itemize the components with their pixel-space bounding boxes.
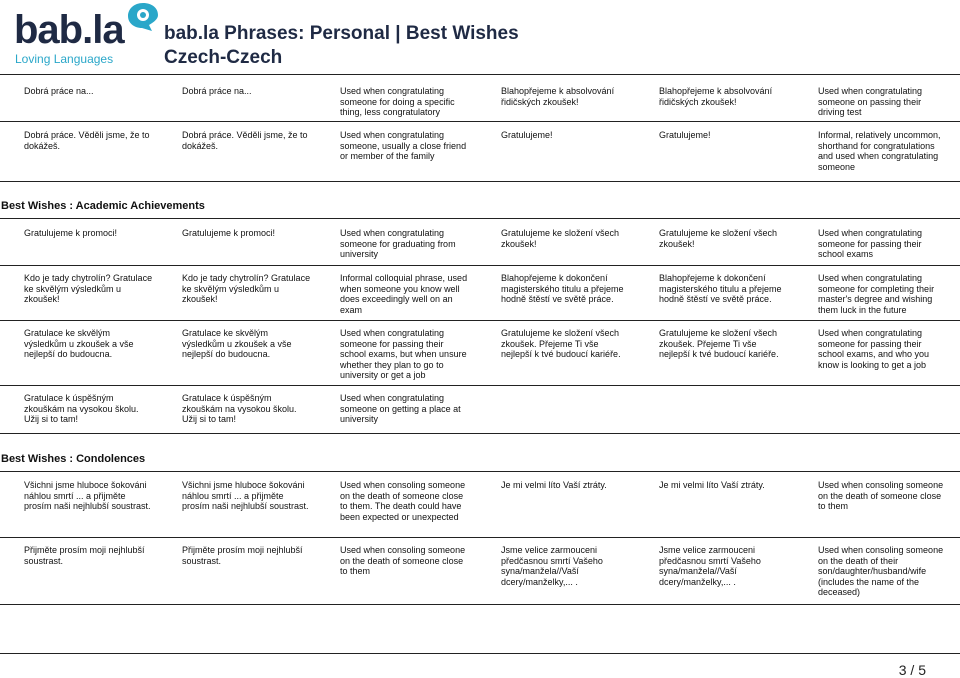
phrase-usage-2: Used when congratulating someone for passing their school exams, and who you know is looking to get a job xyxy=(818,328,930,370)
divider xyxy=(0,604,960,605)
phrase-target: Přijměte prosím moji nejhlubší soustrast. xyxy=(182,545,303,566)
phrase-target: Gratulace ke skvělým výsledkům u zkoušek a vše nejlepší do budoucna. xyxy=(182,328,292,360)
phrase-usage-2: Used when congratulating someone for completing their master's degree and wishing them luck in the future xyxy=(818,273,935,315)
divider xyxy=(0,320,960,321)
phrase-source-2: Blahopřejeme k absolvování řidičských zkoušek! xyxy=(501,86,615,107)
divider xyxy=(0,265,960,266)
section-heading: Best Wishes : Condolences xyxy=(1,453,146,465)
phrase-source: Gratulujeme k promoci! xyxy=(24,228,118,238)
phrase-usage: Used when congratulating someone on getting a place at university xyxy=(340,393,461,425)
phrase-target-2: Gratulujeme! xyxy=(659,130,711,140)
phrase-source-2: Gratulujeme ke složení všech zkoušek! xyxy=(501,228,620,249)
phrase-usage: Used when congratulating someone, usually a close friend or member of the family xyxy=(340,130,467,162)
phrase-target: Gratulujeme k promoci! xyxy=(182,228,276,238)
phrase-source-2: Gratulujeme! xyxy=(501,130,553,140)
phrase-target-2: Gratulujeme ke složení všech zkoušek! xyxy=(659,228,778,249)
phrase-target-2: Blahopřejeme k absolvování řidičských zkoušek! xyxy=(659,86,773,107)
phrase-source: Přijměte prosím moji nejhlubší soustrast. xyxy=(24,545,145,566)
title-line-1: bab.la Phrases: Personal | Best Wishes xyxy=(164,23,519,44)
page-indicator: 3 / 5 xyxy=(898,662,926,678)
phrase-usage: Used when consoling someone on the death of someone close to them xyxy=(340,545,466,577)
page-title xyxy=(164,22,519,70)
phrase-target-2: Je mi velmi líto Vaší ztráty. xyxy=(659,480,765,490)
phrase-target: Gratulace k úspěšným zkouškám na vysokou školu. Užij si to tam! xyxy=(182,393,297,425)
phrase-usage-2: Used when congratulating someone on passing their driving test xyxy=(818,86,923,118)
divider xyxy=(0,181,960,182)
phrase-source-2: Gratulujeme ke složení všech zkoušek. Přejeme Ti vše nejlepší k tvé budoucí kariéře. xyxy=(501,328,621,360)
phrase-usage-2: Used when congratulating someone for passing their school exams xyxy=(818,228,923,260)
phrase-usage: Used when congratulating someone for doing a specific thing, less congratulatory xyxy=(340,86,455,118)
divider xyxy=(0,121,960,122)
section-heading: Best Wishes : Academic Achievements xyxy=(1,200,205,212)
divider xyxy=(0,385,960,386)
phrase-source: Gratulace k úspěšným zkouškám na vysokou školu. Užij si to tam! xyxy=(24,393,139,425)
phrase-target: Dobrá práce. Věděli jsme, že to dokážeš. xyxy=(182,130,308,151)
phrase-usage: Used when congratulating someone for passing their school exams, but when unsure whether they plan to go to university or get a job xyxy=(340,328,467,381)
phrase-target: Kdo je tady chytrolín? Gratulace ke skvělým výsledkům u zkoušek! xyxy=(182,273,311,305)
divider xyxy=(0,471,960,472)
phrase-usage: Used when consoling someone on the death of someone close to them. The death could have been expected or unexpected xyxy=(340,480,466,522)
divider xyxy=(0,218,960,219)
phrase-source: Gratulace ke skvělým výsledkům u zkoušek a vše nejlepší do budoucna. xyxy=(24,328,134,360)
phrase-source: Dobrá práce. Věděli jsme, že to dokážeš. xyxy=(24,130,150,151)
title-line-2: Czech-Czech xyxy=(164,47,283,68)
phrase-usage-2: Used when consoling someone on the death of someone close to them xyxy=(818,480,944,512)
phrase-target-2: Blahopřejeme k dokončení magisterského titulu a přejeme hodně štěstí ve světě práce. xyxy=(659,273,782,305)
phrase-source: Všichni jsme hluboce šokováni náhlou smrtí ... a přijměte prosím naši nejhlubší soustrast. xyxy=(24,480,151,512)
divider xyxy=(0,74,960,75)
phrase-usage: Used when congratulating someone for graduating from university xyxy=(340,228,456,260)
phrase-source-2: Blahopřejeme k dokončení magisterského titulu a přejeme hodně štěstí ve světě práce. xyxy=(501,273,624,305)
phrase-target: Všichni jsme hluboce šokováni náhlou smrtí ... a přijměte prosím naši nejhlubší soustrast. xyxy=(182,480,309,512)
phrase-usage-2: Informal, relatively uncommon, shorthand for congratulations and used when congratulating someone xyxy=(818,130,941,172)
phrase-source-2: Jsme velice zarmouceni předčasnou smrtí Vašeho syna/manžela//Vaší dcery/manželky,... . xyxy=(501,545,603,587)
speech-bubble-icon xyxy=(126,2,160,32)
babla-logo xyxy=(14,2,154,68)
phrase-source-2: Je mi velmi líto Vaší ztráty. xyxy=(501,480,607,490)
divider xyxy=(0,537,960,538)
phrase-target-2: Gratulujeme ke složení všech zkoušek. Přejeme Ti vše nejlepší k tvé budoucí kariéře. xyxy=(659,328,779,360)
phrase-source: Dobrá práce na... xyxy=(24,86,94,96)
phrase-source: Kdo je tady chytrolín? Gratulace ke skvělým výsledkům u zkoušek! xyxy=(24,273,153,305)
logo-wordmark: bab.la xyxy=(14,8,124,52)
divider xyxy=(0,433,960,434)
phrase-usage: Informal colloquial phrase, used when someone you know well does exceedingly well on an exam xyxy=(340,273,468,315)
footer-divider xyxy=(0,653,960,654)
phrase-usage-2: Used when consoling someone on the death of their son/daughter/husband/wife (includes the name of the deceased) xyxy=(818,545,944,598)
logo-tagline: Loving Languages xyxy=(15,52,114,66)
phrase-target-2: Jsme velice zarmouceni předčasnou smrtí Vašeho syna/manžela//Vaší dcery/manželky,... . xyxy=(659,545,761,587)
phrase-target: Dobrá práce na... xyxy=(182,86,252,96)
